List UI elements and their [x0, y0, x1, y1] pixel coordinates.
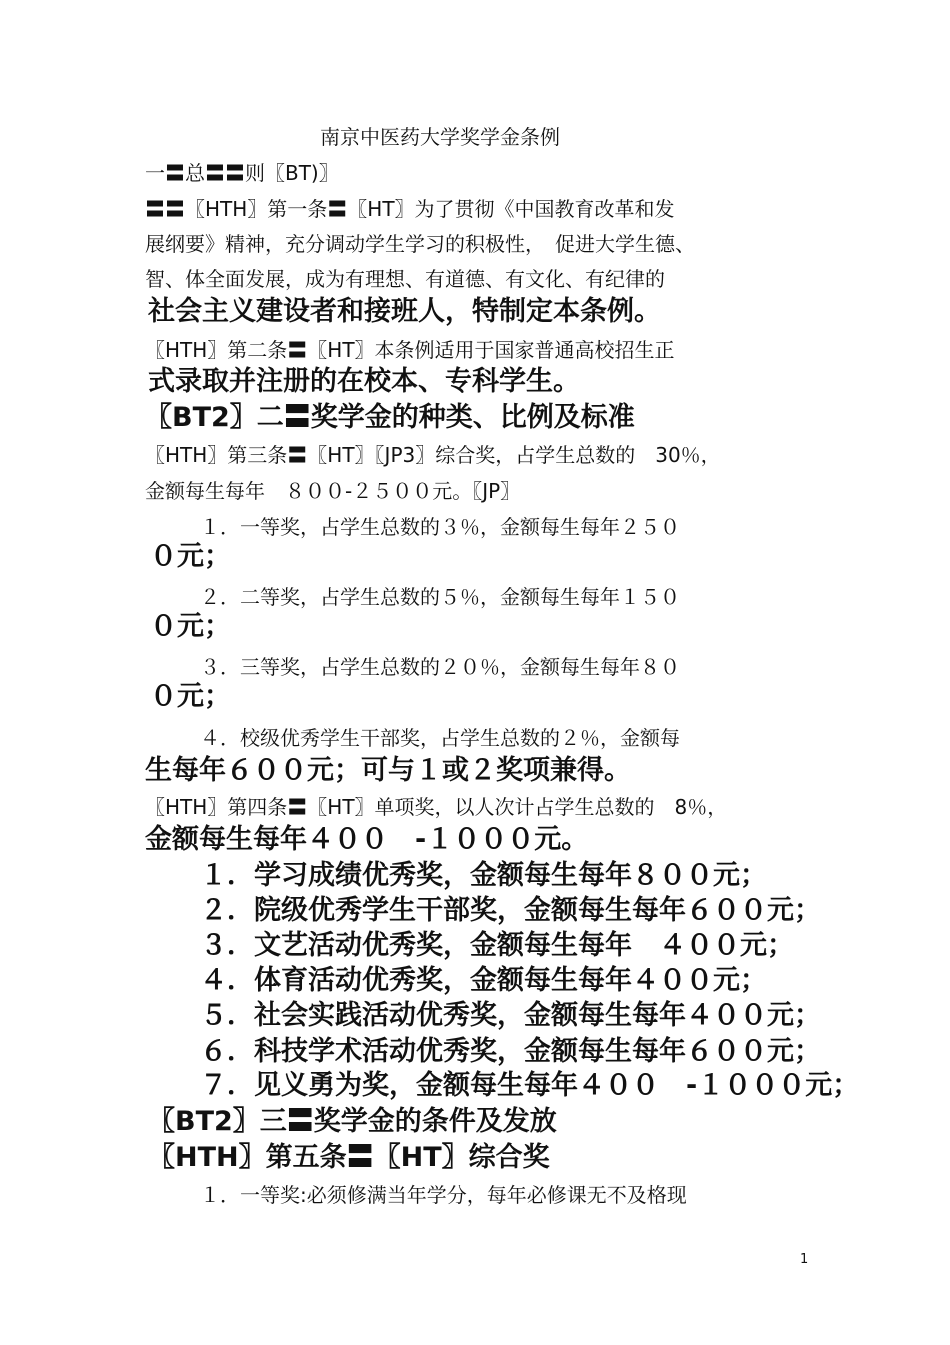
text-line: 一〓总〓〓则〖BT)〗 — [145, 161, 339, 185]
list-item: ２．二等奖，占学生总数的５％，金额每生每年１５０ — [200, 585, 680, 609]
list-item: ６．科技学术活动优秀奖，金额每生每年６００元； — [200, 1036, 821, 1067]
list-item: ４．体育活动优秀奖，金额每生每年４００元； — [200, 965, 767, 996]
text-line: 展纲要》精神，充分调动学生学习的积极性， 促进大学生德、 — [145, 232, 695, 256]
section-heading: 〖BT2〗三〓奖学金的条件及发放 — [148, 1106, 557, 1137]
text-line: 〓〓〖HTH〗第一条〓〖HT〗为了贯彻《中国教育改革和发 — [145, 197, 675, 221]
section-heading: 〖BT2〗二〓奖学金的种类、比例及标准 — [145, 402, 635, 433]
list-item: ３．文艺活动优秀奖，金额每生每年 ４００元； — [200, 930, 794, 961]
text-line: 式录取并注册的在校本、专科学生。 — [148, 366, 580, 397]
list-item: ２．院级优秀学生干部奖，金额每生每年６００元； — [200, 895, 821, 926]
list-item: ０元； — [150, 541, 231, 572]
list-item: １．一等奖，占学生总数的３％，金额每生每年２５０ — [200, 515, 680, 539]
text-line: 社会主义建设者和接班人，特制定本条例。 — [148, 296, 661, 327]
list-item: 生每年６００元；可与１或２奖项兼得。 — [145, 755, 631, 786]
list-item: ３．三等奖，占学生总数的２０％，金额每生每年８０ — [200, 655, 680, 679]
text-line: 〖HTH〗第五条〓〖HT〗综合奖 — [148, 1142, 550, 1173]
list-item: ０元； — [150, 611, 231, 642]
document-title: 南京中医药大学奖学金条例 — [320, 125, 560, 149]
page-number: 1 — [800, 1252, 809, 1267]
list-item: ４．校级优秀学生干部奖，占学生总数的２％，金额每 — [200, 726, 680, 750]
list-item: ７．见义勇为奖，金额每生每年４００ -１０００元； — [200, 1070, 860, 1101]
text-line: 〖HTH〗第二条〓〖HT〗本条例适用于国家普通高校招生正 — [145, 338, 675, 362]
list-item: ５．社会实践活动优秀奖，金额每生每年４００元； — [200, 1000, 821, 1031]
list-item: １．一等奖:必须修满当年学分，每年必修课无不及格现 — [200, 1183, 687, 1207]
text-line: 金额每生每年 ８００-２５００元。〖JP〗 — [145, 479, 521, 503]
list-item: １．学习成绩优秀奖，金额每生每年８００元； — [200, 860, 767, 891]
text-line: 智、体全面发展，成为有理想、有道德、有文化、有纪律的 — [145, 267, 665, 291]
text-line: 〖HTH〗第三条〓〖HT〗〖JP3〗综合奖，占学生总数的 30％， — [145, 443, 721, 467]
text-line: 金额每生每年４００ -１０００元。 — [145, 824, 589, 855]
text-line: 〖HTH〗第四条〓〖HT〗单项奖，以人次计占学生总数的 8％， — [145, 795, 728, 819]
list-item: ０元； — [150, 681, 231, 712]
